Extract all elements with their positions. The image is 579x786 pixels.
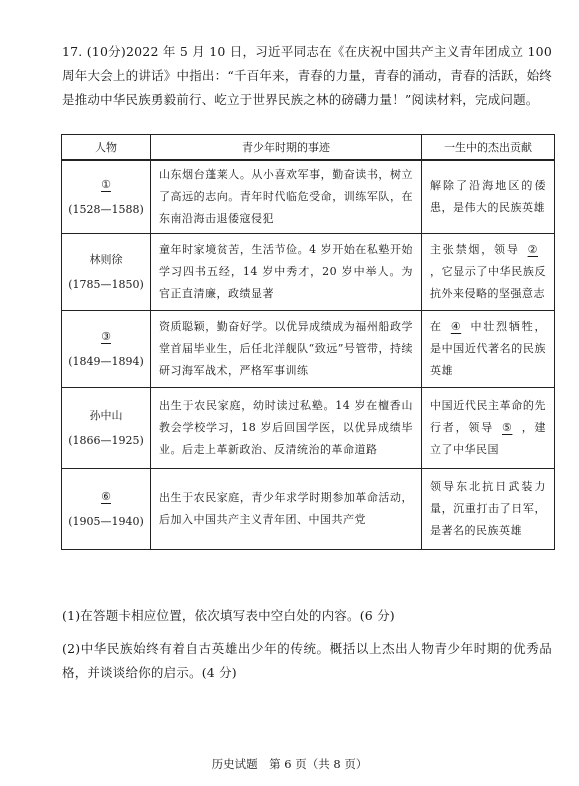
deeds-cell: 山东烟台蓬莱人。从小喜欢军事，勤奋读书，树立了高远的志向。青年时代临危受命，训练军队，在东南沿海击退倭寇侵犯: [151, 160, 422, 234]
blank-3: ③: [101, 330, 111, 343]
contribution-cell: 领导东北抗日武装力量，沉重打击了日军，是著名的民族英雄: [422, 469, 555, 550]
header-contribution: 一生中的杰出贡献: [422, 135, 555, 161]
deeds-cell: 资质聪颖，勤奋好学。以优异成绩成为福州船政学堂首届毕业生，后任北洋舰队“致远”号管带，持续研习海军战术，严格军事训练: [151, 311, 422, 388]
person-cell: [62, 234, 151, 311]
deeds-cell: 出生于农民家庭，幼时读过私塾。14 岁在檀香山教会学校学习，18 岁后回国学医，以优异成绩毕业。后走上革新政治、反清统治的革命道路: [151, 388, 422, 469]
contribution-text: 中壮烈牺牲，是中国近代著名的民族英雄: [430, 320, 547, 377]
header-person: 人物: [62, 135, 151, 161]
contribution-text: 主张禁烟，领导: [430, 243, 520, 256]
header-youth-deeds: 青少年时期的事迹: [151, 135, 422, 161]
blank-4: ④: [450, 320, 462, 333]
person-name: 孙中山: [89, 409, 123, 422]
table-header-row: [62, 135, 555, 161]
deeds-cell: 出生于农民家庭，青少年求学时期参加革命活动，后加入中国共产主义青年团、中国共产党: [151, 469, 422, 550]
contribution-text: 中国近代民主革命的先行者，领导: [430, 399, 546, 434]
person-cell: [62, 388, 151, 469]
person-cell: [62, 311, 151, 388]
table-row: [62, 388, 555, 469]
contribution-text: 在: [430, 320, 443, 333]
contribution-text: ，它显示了中华民族反抗外来侵略的坚强意志: [430, 265, 546, 300]
table-row: [62, 469, 555, 550]
table-row: [62, 234, 555, 311]
person-years: (1866—1925): [68, 434, 144, 447]
question-intro: 17. (10分)2022 年 5 月 10 日，习近平同志在《在庆祝中国共产主义青年团成立 100 周年大会上的讲话》中指出：“千百年来，青春的力量，青春的涌动，青春的活跃，始终是推动中华民族勇毅前行、屹立于世界民族之林的磅礴力量！”阅读材料，完成问题。: [62, 44, 552, 107]
blank-5: ⑤: [502, 421, 513, 434]
contribution-cell: [422, 234, 555, 311]
person-years: (1849—1894): [68, 355, 144, 368]
page-footer: 历史试题 第 6 页（共 8 页）: [211, 757, 368, 771]
person-cell: [62, 469, 151, 550]
contribution-cell: [422, 388, 555, 469]
person-years: (1785—1850): [68, 278, 144, 291]
heroes-table: [61, 134, 555, 550]
contribution-text: ，建立了中华民国: [430, 421, 547, 456]
deeds-cell: 童年时家境贫苦，生活节俭。4 岁开始在私塾开始学习四书五经，14 岁中秀才，20 岁中举人。为官正直清廉，政绩显著: [151, 234, 422, 311]
sub-question-2: (2)中华民族始终有着自古英雄出少年的传统。概括以上杰出人物青少年时期的优秀品格，并谈谈给你的启示。(4 分): [62, 641, 552, 680]
person-cell: [62, 160, 151, 234]
blank-1: ①: [101, 178, 111, 191]
sub-question-1: (1)在答题卡相应位置，依次填写表中空白处的内容。(6 分): [62, 608, 395, 623]
table-row: [62, 160, 555, 234]
person-years: (1528—1588): [68, 203, 144, 216]
blank-6: ⑥: [101, 490, 111, 503]
table-row: [62, 311, 555, 388]
blank-2: ②: [527, 243, 538, 256]
contribution-cell: 解除了沿海地区的倭患，是伟大的民族英雄: [422, 160, 555, 234]
person-name: 林则徐: [89, 253, 123, 266]
person-years: (1905—1940): [68, 515, 144, 528]
contribution-cell: [422, 311, 555, 388]
